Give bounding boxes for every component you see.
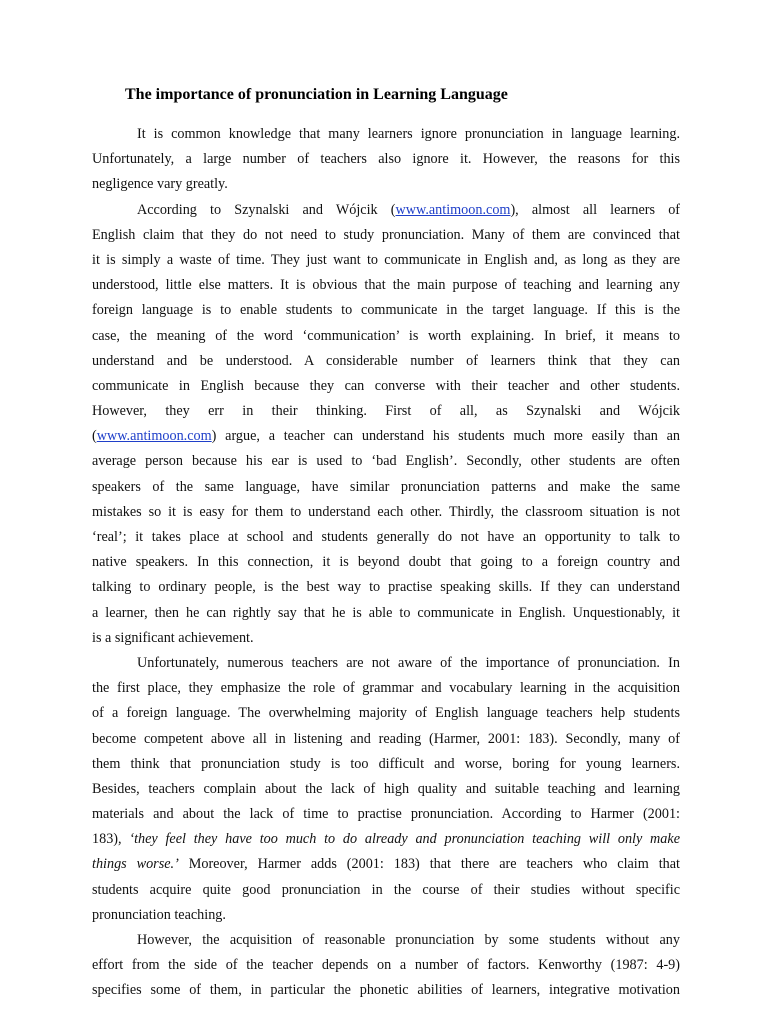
paragraph-line: However, the acquisition of reasonable pronunciation by some students without any xyxy=(137,932,680,948)
paragraph-line: it is simply a waste of time. They just want to communicate in English and, as long as they are xyxy=(92,251,680,268)
paragraph-line: is a significant achievement. xyxy=(92,629,254,646)
paragraph-line: a learner, then he can rightly say that he is able to communicate in English. Unquestionably, it xyxy=(92,604,680,621)
paragraph-line: effort from the side of the teacher depends on a number of factors. Kenworthy (1987: 4-9) xyxy=(92,957,680,974)
antimoon-link[interactable]: www.antimoon.com xyxy=(96,428,212,445)
document-title: The importance of pronunciation in Learning Language xyxy=(125,86,508,103)
paragraph-line: materials and about the lack of time to practise pronunciation. According to Harmer (2001: xyxy=(92,806,680,823)
paragraph-line: According to Szynalski and Wójcik (www.antimoon.com), almost all learners of xyxy=(137,201,680,218)
paragraph-line: of a foreign language. The overwhelming majority of English language teachers help students xyxy=(92,705,680,722)
paragraph-line: Unfortunately, a large number of teachers also ignore it. However, the reasons for this xyxy=(92,151,680,168)
paragraph-line: case, the meaning of the word ‘communication’ is worth explaining. In brief, it means to xyxy=(92,327,680,344)
paragraph-line: English claim that they do not need to study pronunciation. Many of them are convinced that xyxy=(92,226,680,243)
paragraph-line: It is common knowledge that many learners ignore pronunciation in language learning. xyxy=(137,126,680,142)
paragraph-line: speakers of the same language, have similar pronunciation patterns and make the same xyxy=(92,478,680,495)
paragraph-line: foreign language is to enable students to communicate in the target language. If this is the xyxy=(92,302,680,319)
paragraph-line: negligence vary greatly. xyxy=(92,176,228,193)
text-segment: ), almost all learners of xyxy=(510,201,680,218)
paragraph-line: (www.antimoon.com) argue, a teacher can understand his students much more easily than an xyxy=(92,428,680,445)
paragraph-line: Besides, teachers complain about the lack of high quality and suitable teaching and learning xyxy=(92,780,680,797)
paragraph-line: become competent above all in listening and reading (Harmer, 2001: 183). Secondly, many of xyxy=(92,730,680,747)
text-segment: According to Szynalski and Wójcik xyxy=(137,201,378,218)
paragraph-line: talking to ordinary people, is the best way to practise speaking skills. If they can understand xyxy=(92,579,680,596)
paragraph-line: However, they err in their thinking. First of all, as Szynalski and Wójcik xyxy=(92,403,680,420)
paragraph-line: communicate in English because they can converse with their teacher and other students. xyxy=(92,377,680,394)
paragraph-line: understand and be understood. A considerable number of learners think that they can xyxy=(92,352,680,369)
paragraph-line: them think that pronunciation study is too difficult and worse, boring for young learners. xyxy=(92,755,680,772)
paragraph-line: mistakes so it is easy for them to understand each other. Thirdly, the classroom situation is not xyxy=(92,503,680,520)
paragraph-line xyxy=(92,852,680,877)
paragraph-line: pronunciation teaching. xyxy=(92,906,226,923)
paragraph-line: Unfortunately, numerous teachers are not aware of the importance of pronunciation. In xyxy=(137,654,680,671)
text-segment: 183), xyxy=(92,831,130,848)
paragraph-line: students acquire quite good pronunciation in the course of their studies without specific xyxy=(92,881,680,898)
quote-text: things worse.’ xyxy=(92,856,179,873)
text-segment: ) argue, a teacher can understand his students much more easily than an xyxy=(211,428,680,445)
paragraph-line: the first place, they emphasize the role of grammar and vocabulary learning in the acquisition xyxy=(92,680,680,697)
text-segment: Moreover, Harmer adds (2001: 183) that there are teachers who claim that xyxy=(178,856,680,873)
quote-text: ‘they feel they have too much to do already and pronunciation teaching will only make xyxy=(129,831,680,848)
paragraph-line: native speakers. In this connection, it is beyond doubt that going to a foreign country and xyxy=(92,554,680,571)
paragraph-line: ‘real’; it takes place at school and students generally do not have an opportunity to talk to xyxy=(92,529,680,545)
paragraph-line: specifies some of them, in particular the phonetic abilities of learners, integrative motivation xyxy=(92,982,680,999)
antimoon-link[interactable]: www.antimoon.com xyxy=(395,201,511,218)
paragraph-line xyxy=(92,827,680,852)
paragraph-line: average person because his ear is used to ‘bad English’. Secondly, other students are often xyxy=(92,453,680,470)
document-body xyxy=(92,122,680,1004)
paragraph-line: understood, little else matters. It is obvious that the main purpose of teaching and learning any xyxy=(92,277,680,294)
